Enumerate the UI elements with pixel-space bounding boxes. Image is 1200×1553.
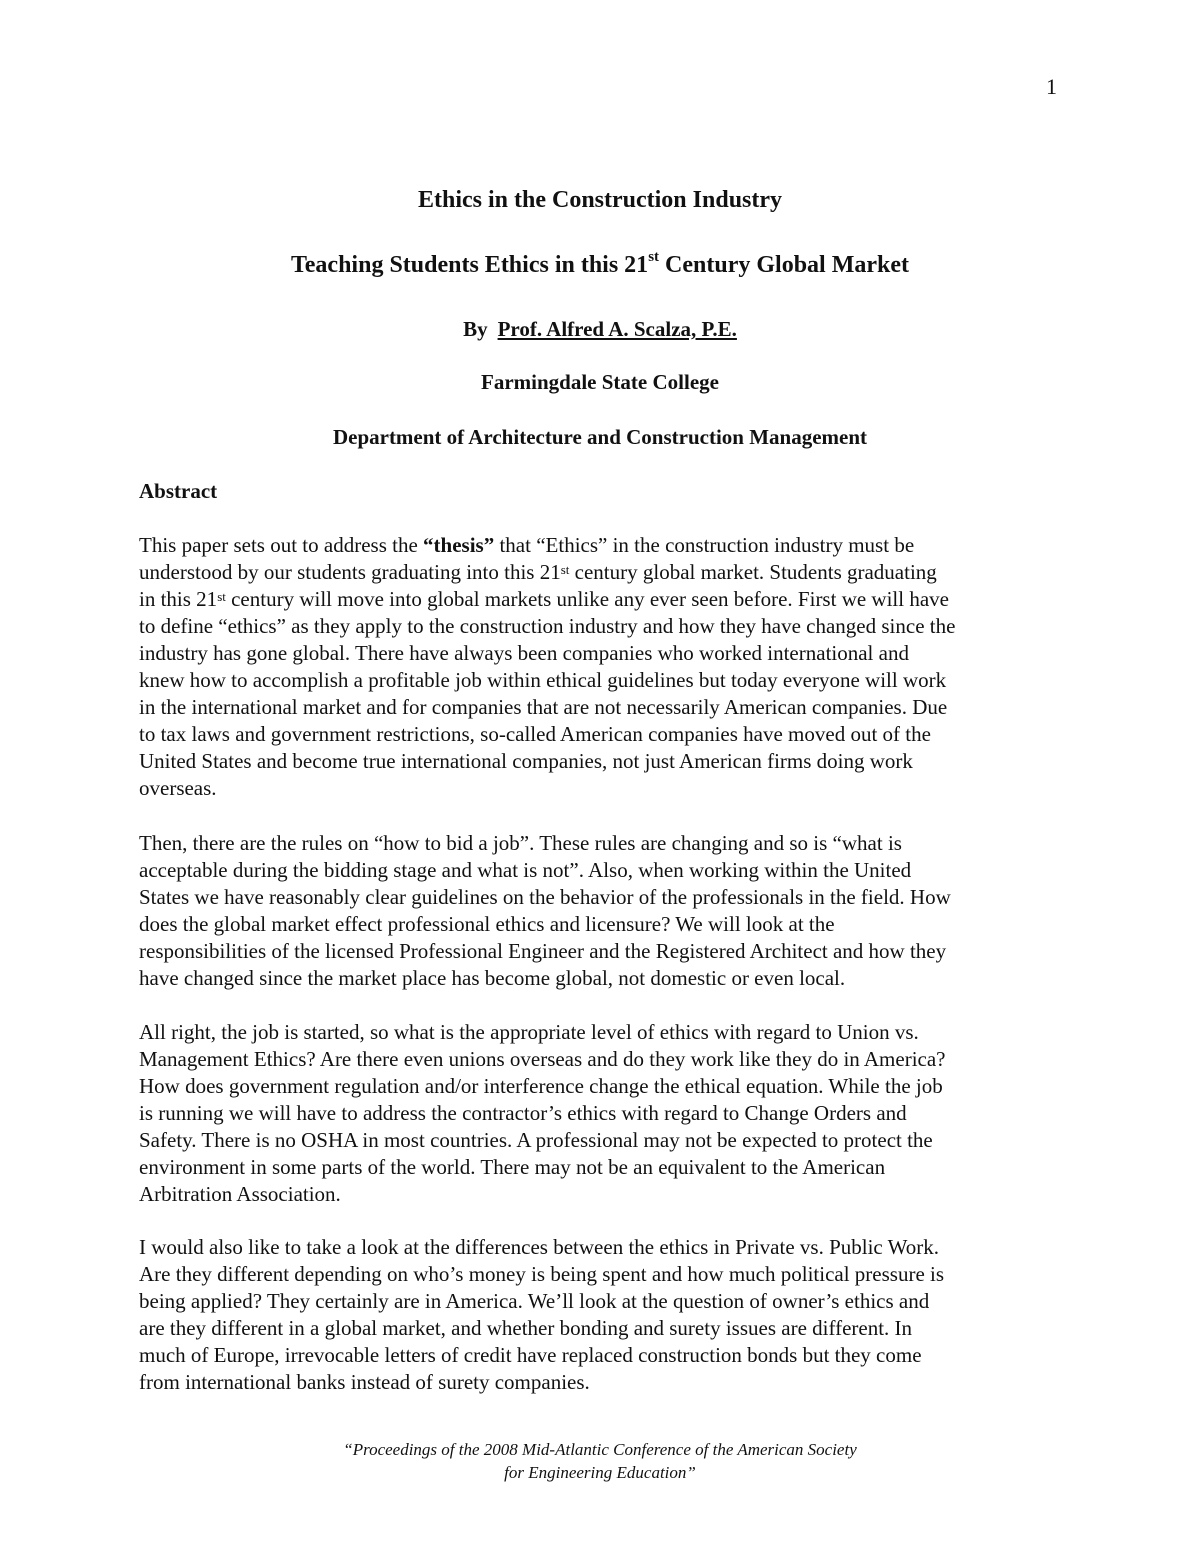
superscript: st	[560, 562, 570, 577]
paragraph-line: environment in some parts of the world. There may not be an equivalent to the American	[139, 1155, 886, 1179]
proceedings-footer	[0, 1438, 1200, 1484]
paper-subtitle	[0, 249, 1200, 279]
abstract-paragraph-2	[139, 830, 1064, 992]
paragraph-line: to tax laws and government restrictions, so-called American companies have moved out of the	[139, 722, 931, 746]
paragraph-line: is running we will have to address the contractor’s ethics with regard to Change Orders and	[139, 1101, 907, 1125]
paragraph-line: are they different in a global market, and whether bonding and surety issues are different. In	[139, 1316, 913, 1340]
footer-line: “Proceedings of the 2008 Mid-Atlantic Conference of the American Society	[343, 1440, 857, 1459]
paragraph-line	[139, 532, 1064, 559]
paragraph-line: have changed since the market place has become global, not domestic or even local.	[139, 966, 846, 990]
abstract-paragraph-3	[139, 1019, 1064, 1208]
paragraph-line: knew how to accomplish a profitable job within ethical guidelines but today everyone will work	[139, 668, 947, 692]
college-name: Farmingdale State College	[481, 370, 719, 394]
text-run: century will move into global markets unlike any ever seen before. First we will have	[225, 587, 949, 611]
text-run: understood by our students graduating into this 21	[139, 560, 561, 584]
text-run: in this 21	[139, 587, 218, 611]
page-number: 1	[1046, 74, 1057, 99]
paper-title: Ethics in the Construction Industry	[417, 187, 783, 213]
paragraph-line: Safety. There is no OSHA in most countries. A professional may not be expected to protect the	[139, 1128, 933, 1152]
paragraph-line: does the global market effect professional ethics and licensure? We will look at the	[139, 912, 835, 936]
paragraph-line: Arbitration Association.	[139, 1182, 341, 1206]
text-run: that “Ethics” in the construction industry must be	[494, 533, 915, 557]
footer-line: for Engineering Education”	[504, 1463, 696, 1482]
paragraph-line: responsibilities of the licensed Professional Engineer and the Registered Architect and how they	[139, 939, 947, 963]
paragraph-line: Management Ethics? Are there even unions overseas and do they work like they do in America?	[139, 1047, 946, 1071]
text-run: century global market. Students graduating	[569, 560, 937, 584]
paragraph-line: to define “ethics” as they apply to the construction industry and how they have changed since the	[139, 614, 956, 638]
department-name: Department of Architecture and Construction Management	[332, 425, 868, 449]
text-run: This paper sets out to address the	[139, 533, 424, 557]
paragraph-line: All right, the job is started, so what is the appropriate level of ethics with regard to Union vs.	[139, 1020, 919, 1044]
paragraph-line: industry has gone global. There have always been companies who worked international and	[139, 641, 909, 665]
paragraph-line: I would also like to take a look at the differences between the ethics in Private vs. Public Work.	[139, 1235, 939, 1259]
subtitle-text-start: Teaching Students Ethics in this 21	[290, 252, 649, 278]
paragraph-line: being applied? They certainly are in America. We’ll look at the question of owner’s ethics and	[139, 1289, 930, 1313]
paragraph-line: Then, there are the rules on “how to bid a job”. These rules are changing and so is “what is	[139, 831, 902, 855]
subtitle-text-end: Century Global Market	[659, 252, 910, 278]
paragraph-line: United States and become true international companies, not just American firms doing work	[139, 749, 913, 773]
paragraph-line: Are they different depending on who’s money is being spent and how much political pressure is	[139, 1262, 945, 1286]
paragraph-line	[139, 586, 1064, 613]
superscript: st	[217, 589, 226, 604]
abstract-heading: Abstract	[139, 479, 218, 503]
subtitle-superscript: st	[648, 249, 660, 265]
abstract-paragraph-4	[139, 1234, 1064, 1396]
paragraph-line: overseas.	[139, 776, 217, 800]
paragraph-line: acceptable during the bidding stage and what is not”. Also, when working within the United	[139, 858, 912, 882]
paragraph-line: in the international market and for companies that are not necessarily American companies. Due	[139, 695, 948, 719]
byline-by: By	[463, 317, 488, 341]
paragraph-line: from international banks instead of surety companies.	[139, 1370, 590, 1394]
paragraph-line: How does government regulation and/or interference change the ethical equation. While the job	[139, 1074, 943, 1098]
author-name: Prof. Alfred A. Scalza, P.E.	[497, 317, 737, 341]
paragraph-line: much of Europe, irrevocable letters of credit have replaced construction bonds but they come	[139, 1343, 922, 1367]
paragraph-line	[139, 559, 1064, 586]
abstract-paragraph-1	[139, 532, 1064, 802]
byline	[0, 317, 1200, 342]
paragraph-line: States we have reasonably clear guidelines on the behavior of the professionals in the field. How	[139, 885, 951, 909]
thesis-emphasis: “thesis”	[423, 533, 495, 557]
